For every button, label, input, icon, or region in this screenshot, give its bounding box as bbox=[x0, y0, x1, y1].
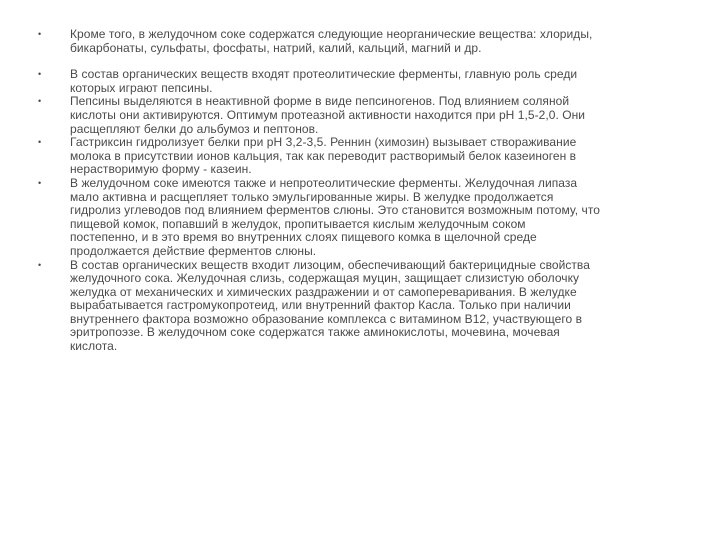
list-item bbox=[38, 136, 698, 177]
bullet-text: В состав органических веществ входят протеолитические ферменты, главную роль среди которых играют пепсины. bbox=[70, 67, 578, 95]
bullet-list bbox=[38, 28, 698, 354]
bullet-text: Гастриксин гидролизует белки при pH 3,2-3,5. Реннин (химозин) вызывает створаживание молока в присутствии ионов кальция, так как переводит растворимый белок казеиноген в нерастворимую форму - казеин. bbox=[70, 135, 577, 177]
bullet-point-icon: • bbox=[38, 259, 42, 270]
bullet-text: Кроме того, в желудочном соке содержатся следующие неорганические вещества: хлориды, бикарбонаты, сульфаты, фосфаты, натрий, калий, кальций, магний и др. bbox=[70, 27, 593, 55]
list-item bbox=[38, 259, 698, 354]
bullet-text: Пепсины выделяются в неактивной форме в виде пепсиногенов. Под влиянием соляной кислоты они активируются. Оптимум протеазной активности находится при pH 1,5-2,0. Они расщепляют белки до альбумоз и пептонов. bbox=[70, 94, 586, 136]
bullet-point-icon: • bbox=[38, 96, 42, 107]
list-item bbox=[38, 177, 698, 259]
bullet-text: В желудочном соке имеются также и непротеолитические ферменты. Желудочная липаза мало активна и расщепляет только эмульгированные жиры. В желудке продолжается гидролиз углеводов под влиянием ферментов слюны. Это становится возможным потому, что пищевой комок, попавший в желудок, пропитывается кислым желудочным соком постепенно, и в это время во внутренних слоях пищевого комка в щелочной среде продолжается действие ферментов слюны. bbox=[70, 175, 600, 258]
bullet-text: В состав органических веществ входит лизоцим, обеспечивающий бактерицидные свойства желудочного сока. Желудочная слизь, содержащая муцин, защищает слизистую оболочку желудка от механических и химических раздражении и от самопереваривания. В желудке вырабатывается гастромукопротеид, или внутренний фактор Касла. Только при наличии внутреннего фактора возможно образование комплекса с витамином В12, участвующего в эритропоэзе. В желудочном соке содержатся также аминокислоты, мочевина, мочевая кислота. bbox=[70, 257, 590, 354]
list-item bbox=[38, 95, 698, 136]
bullet-point-icon: • bbox=[38, 177, 42, 188]
list-item bbox=[38, 28, 698, 55]
bullet-point-icon: • bbox=[38, 29, 42, 39]
bullet-point-icon: • bbox=[38, 69, 42, 80]
bullet-point-icon: • bbox=[38, 137, 42, 148]
list-item bbox=[38, 68, 698, 95]
